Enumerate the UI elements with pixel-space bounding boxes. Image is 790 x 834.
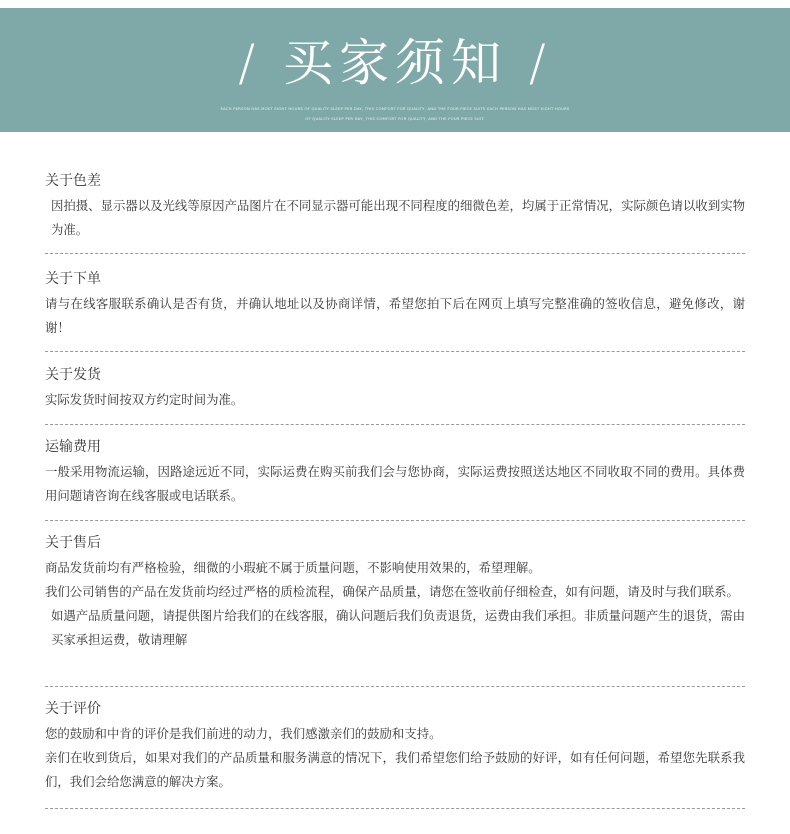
section-shipping	[45, 352, 745, 425]
section-paragraph: 我们公司销售的产品在发货前均经过严格的质检流程，确保产品质量，请您在签收前仔细检查，如有问题，请及时与我们联系。	[45, 584, 739, 599]
section-paragraph: 一般采用物流运输，因路途远近不同，实际运费在购买前我们会与您协商，实际运费按照送达地区不同收取不同的费用。具体费用问题请咨询在线客服或电话联系。	[45, 464, 745, 503]
section-color-difference	[45, 168, 745, 254]
section-paragraph: 请与在线客服联系确认是否有货，并确认地址以及协商详情，希望您拍下后在网页上填写完整准确的签收信息，避免修改，谢谢！	[45, 296, 745, 335]
section-paragraph: 您的鼓励和中肯的评价是我们前进的动力，我们感激亲们的鼓励和支持。	[45, 726, 442, 741]
section-ordering	[45, 254, 745, 352]
section-title: 关于色差	[45, 173, 101, 189]
notice-content	[45, 168, 745, 809]
section-paragraph: 商品发货前均有严格检验，细微的小瑕疵不属于质量问题，不影响使用效果的，希望理解。	[45, 560, 541, 575]
section-reviews	[45, 687, 745, 809]
section-title: 关于售后	[45, 535, 101, 551]
section-after-sales	[45, 521, 745, 687]
section-paragraph: 实际发货时间按双方约定时间为准。	[45, 392, 244, 407]
section-paragraph: 亲们在收到货后，如果对我们的产品质量和服务满意的情况下，我们希望您们给予鼓励的好评，如有任何问题，希望您先联系我们，我们会给您满意的解决方案。	[45, 750, 745, 789]
section-title: 运输费用	[45, 439, 101, 455]
section-paragraph: 如遇产品质量问题，请提供图片给我们的在线客服，确认问题后我们负责退货，运费由我们承担。非质量问题产生的退货，需由买家承担运费，敬请理解	[51, 608, 745, 647]
banner-subtitle-line-2: OF QUALITY SLEEP PER DAY, THIS COMFORT FOR QUALITY, AND THE FOUR PIECE SUIT.	[305, 116, 485, 121]
section-paragraph: 因拍摄、显示器以及光线等原因产品图片在不同显示器可能出现不同程度的细微色差，均属于正常情况，实际颜色请以收到实物为准。	[51, 198, 745, 237]
section-shipping-fees	[45, 425, 745, 521]
header-banner	[0, 8, 790, 132]
section-title: 关于下单	[45, 271, 101, 287]
section-title: 关于评价	[45, 701, 101, 717]
page-title: / 买家须知 /	[238, 34, 552, 92]
section-title: 关于发货	[45, 367, 101, 383]
banner-subtitle-line-1: EACH PERSON HAS MOST EIGHT HOURS OF QUALITY SLEEP PER DAY, THIS COMFORT FOR QUALITY, AND THE FOUR PIECE SUITS EACH PERSON HAS MOST EIGHT HOURS	[220, 106, 570, 111]
